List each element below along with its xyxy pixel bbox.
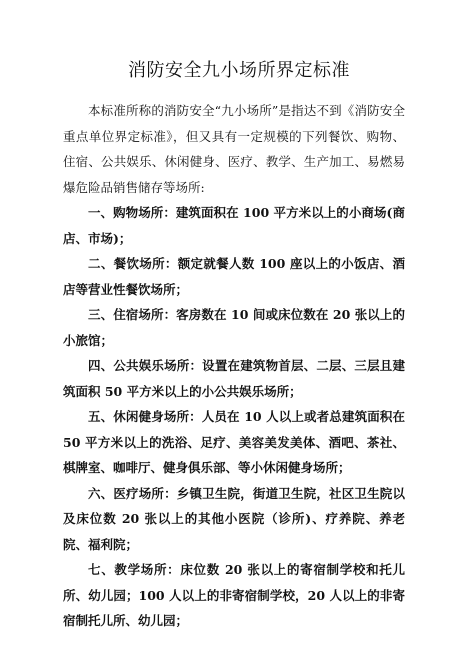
item-shopping: 一、购物场所：建筑面积在 100 平方米以上的小商场(商店、市场)；	[63, 205, 405, 246]
document-title: 消防安全九小场所界定标准	[128, 60, 350, 81]
item-education: 七、教学场所：床位数 20 张以上的寄宿制学校和托儿所、幼儿园；100 人以上的非寄宿制学校，20 人以上的非寄宿制托儿所、幼儿园；	[63, 562, 405, 628]
item-lodging: 三、住宿场所：客房数在 10 间或床位数在 20 张以上的小旅馆；	[63, 307, 405, 348]
item-dining: 二、餐饮场所：额定就餐人数 100 座以上的小饭店、酒店等营业性餐饮场所；	[63, 256, 405, 297]
item-leisure-fitness: 五、休闲健身场所：人员在 10 人以上或者总建筑面积在 50 平方米以上的洗浴、足疗、美容美发美体、酒吧、茶社、棋牌室、咖啡厅、健身俱乐部、等小休闲健身场所；	[63, 409, 405, 475]
item-medical: 六、医疗场所：乡镇卫生院，街道卫生院，社区卫生院以及床位数 20 张以上的其他小医院（诊所)、疗养院、养老院、福利院；	[63, 485, 405, 552]
intro-paragraph: 本标准所称的消防安全“九小场所”是指达不到《消防安全重点单位界定标准》，但又具有一定规模的下列餐饮、购物、住宿、公共娱乐、休闲健身、医疗、教学、生产加工、易燃易爆危险品销售储存等场所:	[63, 103, 405, 195]
item-entertainment: 四、公共娱乐场所：设置在建筑物首层、二层、三层且建筑面积 50 平方米以上的小公共娱乐场所；	[63, 358, 405, 399]
